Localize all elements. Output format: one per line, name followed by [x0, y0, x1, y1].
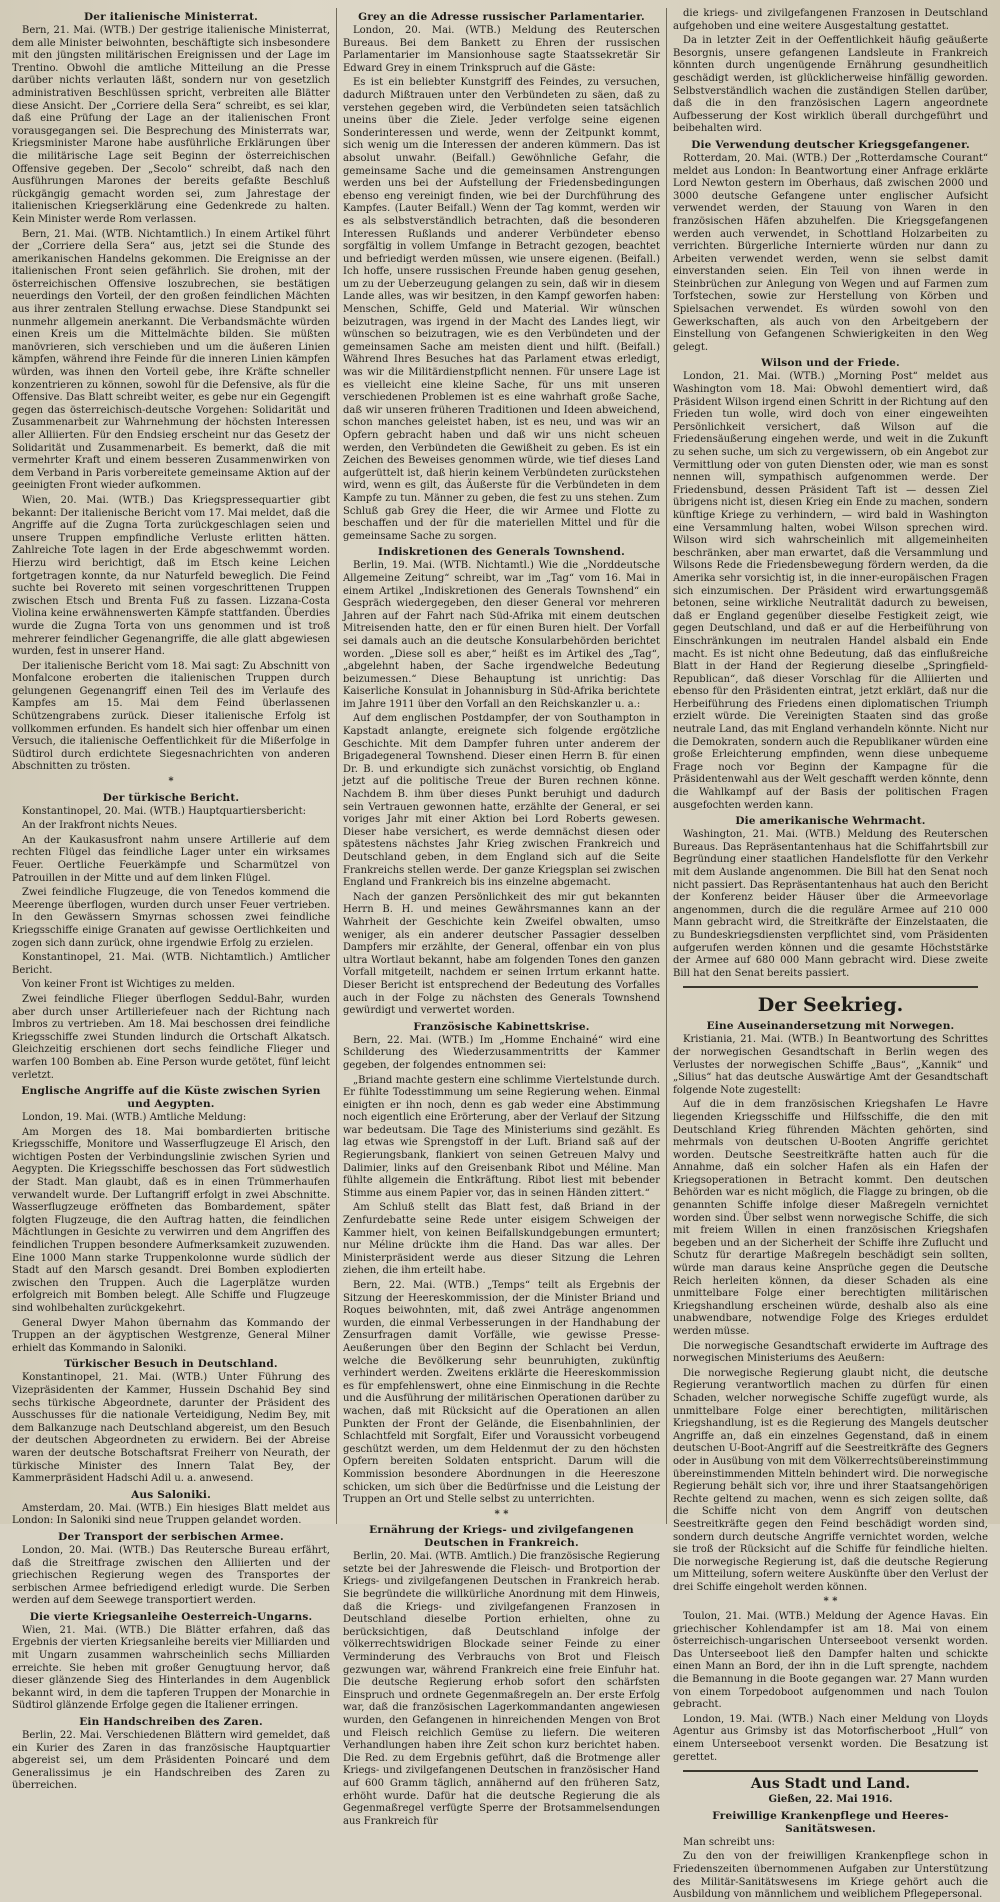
article-paragraph: Kristiania, 21. Mai. (WTB.) In Beantwortung des Schrittes der norwegischen Gesandtschaft in Berlin wegen des Verlustes der norwegischen Schiffe „Baus“, „Kannik“ und „Silius“ hat das deutsche Auswärtige Amt der Gesandtschaft folgende Note zugestellt: [673, 1034, 988, 1096]
article-paragraph: Rotterdam, 20. Mai. (WTB.) Der „Rotterdamsche Courant“ meldet aus London: In Beantwortung einer Anfrage erklärte Lord Newton gestern im Oberhaus, daß zwischen 2000 und 3000 deutsche Gefangene unter englischer Aufsicht verwendet werden, der Stauung von Waren in den französischen Häfen abzuhelfen. Die Kriegsgefangenen werden auch verwendet, in Schottland Holzarbeiten zu verrichten. Bürgerliche Internierte würden nur dann zu Arbeiten verwendet werden, wenn sie selbst damit einverstanden seien. Ein Teil von ihnen werde in Steinbrüchen zur Anlegung von Wegen und auf Farmen zum Torfstechen, sowie zur Herstellung von Körben und Spielsachen verwendet. Es würden sowohl von den Gewerkschaften, als auch von den Arbeitgebern der Einstellung von Gefangenen Schwierigkeiten in den Weg gelegt. [673, 152, 988, 353]
article-paragraph: Nach der ganzen Persönlichkeit des mir gut bekannten Herrn B. H. und meines Gewährsmannes kann an der Wahrheit der Geschichte kein Zweifel obwalten, umso weniger, als ein anderer deutscher Passagier desselben Dampfers mir erzählte, der General, offenbar ein von plus ultra Wortlaut bekannt, habe am folgenden Tones den ganzen Vorfall mitgeteilt, nachdem er seinen Irrtum erkannt hatte. Dieser Bericht ist entsprechend der Bedeutung des Vorfalles auch in der Folge zu nächsten des Generals Townshend gewürdigt und verwertet worden. [343, 891, 660, 1017]
article-headline: Freiwillige Krankenpflege und Heeres-Sanitätswesen. [712, 1809, 949, 1835]
separator-stars: * [168, 776, 174, 788]
column-1 [6, 8, 336, 1792]
article-paragraph: Am Morgen des 18. Mai bombardierten britische Kriegsschiffe, Monitore und Wasserflugzeuge El Arisch, den wichtigen Posten der Verbindungslinie zwischen Syrien und Aegypten. Die Kriegsschiffe beschossen das Fort südwestlich der Stadt. Man glaubt, daß es in einen Trümmerhaufen verwandelt wurde. Der Luftangriff erfolgt in zwei Abschnitte. Wasserflugzeuge eröffneten das Bombardement, später folgten Flugzeuge, die den Auftrag hatten, die feindlichen Mächtlungen in Gesichte zu verwirren und dem Angriffen des feindlichen Truppen besondere Aufmerksamkeit zuzuwenden. Eine 1000 Mann starke Truppenkolonne wurde südlich der Stadt auf den Marsch gesandt. Drei Bomben explodierten zwischen den Truppen. Auch die Lagerplätze wurden erfolgreich mit Bomben belegt. Alle Schiffe und Flugzeuge sind wohlbehalten zurückgekehrt. [12, 1126, 330, 1314]
article-paragraph: Konstantinopel, 21. Mai. (WTB. Nichtamtlich.) Amtlicher Bericht. [12, 952, 330, 976]
separator-stars: * * [823, 1596, 838, 1608]
section-rule [683, 1770, 978, 1772]
article-headline: Die vierte Kriegsanleihe Oesterreich-Ungarns. [29, 1610, 313, 1623]
article-paragraph: Am Schluß stellt das Blatt fest, daß Briand in der Zenfurdebatte seine Rede unter eisigem Schweigen der Kammer hielt, von keinen Beifallskundgebungen ermuntert; nur Méline drückte ihm die Hand. Das war alles. Der Ministerpräsident werde aus dieser Sitzung die Lehren ziehen, die ihm erteilt habe. [343, 1202, 660, 1277]
article-paragraph: Auf die in dem französischen Kriegshafen Le Havre liegenden Kriegsschiffe und Hilfsschiffe, die den mit Deutschland Krieg führenden Mächten gehörten, sind mehrmals von deutschen U-Booten Angriffe gerichtet worden. Deutsche Seestreitkräfte hatten auch für die Annahme, daß ein solcher Hafen als ein Hafen der Kriegsoperationen in Betracht kommt. Den deutschen Behörden war es nicht möglich, die Flagge zu bringen, ob die genannten Schiffe infolge dieser Maßregeln vernichtet worden sind. Über selbst wenn norwegische Schiffe, die sich mit freiem Willen in einen französischen Kriegshafen begeben und an der Sicherheit der Schiffe ihre Zuflucht und Schutz für derartige Maßregeln beschädigt sein sollten, würde man daraus keine Ansprüche gegen die Deutsche Reich herleiten können, da dieser Schaden als eine unmittelbare Folge einer berechtigten militärischen Kriegshandlung erscheinen würde, deshalb also als eine unabwendbare, notwendige Folge des Krieges erduldet werden müsse. [673, 1099, 988, 1337]
article-paragraph: Auf dem englischen Postdampfer, der von Southampton in Kapstadt anlangte, ereignete sich folgende ergötzliche Geschichte. Mit dem Dampfer fuhren unter anderem der Brigadegeneral Townshend. Dieser einen Herrn B. für einen Dr. B. und erkundigte sich zunächst vorsichtig, ob England jetzt auf die politische Treue der Buren rechnen könne. Nachdem B. ihm über dieses Punkt beruhigt und dadurch sein Vertrauen gewonnen hatte, erzählte der General, er sei voriges Jahr mit einer Aktion bei Lord Roberts gewesen. Dieser habe versichert, es werde demnächst diesen oder spätestens nächstes Jahr Krieg zwischen Frankreich und Deutschland geben, in dem England sich auf die Seite Frankreichs stellen werde. Der ganze Kriegsplan sei zwischen England und Frankreich bis ins einzelne abgemacht. [343, 713, 660, 889]
article-paragraph: Bern, 21. Mai. (WTB.) Der gestrige italienische Ministerrat, dem alle Minister beiwohnten, beschäftigte sich insbesondere mit den jüngsten militärischen Ereignissen und der Lage im Trentino. Obwohl die amtliche Mitteilung an die Presse darüber nichts verlauten läßt, sondern nur von gesetzlich administrativen Beschlüssen spricht, verbreiten alle Blätter diese Ansicht. Der „Corriere della Sera“ schreibt, es sei klar, daß eine Prüfung der Lage an der italienischen Front vorausgegangen sei. Die Besprechung des Ministerrats war, Kriegsminister Marone habe ausführliche Erklärungen über die militärische Lage seit Beginn der österreichischen Offensive gegeben. Der „Secolo“ schreibt, daß nach den Ausführungen Marones der bereits gefaßte Beschluß rückgängig gemacht worden sei, zum Jahrestage der italienischen Kriegserklärung eine Gedenkrede zu halten. Kein Minister werde Rom verlassen. [12, 25, 330, 225]
article-headline: Französische Kabinettskrise. [413, 1020, 590, 1033]
column-2 [336, 8, 666, 1827]
article-paragraph: Washington, 21. Mai. (WTB.) Meldung des Reuterschen Bureaus. Das Repräsentantenhaus hat die Schiffahrtsbill zur Begründung einer staatlichen Handelsflotte für den Verkehr mit dem Auslande angenommen. Die Bill hat den Senat noch nicht passiert. Das Repräsentantenhaus hat auch den Bericht der Konferenz beider Häuser über die Armeevorlage angenommen, durch die die reguläre Armee auf 210 000 Mann gebracht wird, die Streitkräfte der Einzelstaaten, die zu Bundeskriegsdiensten verpflichtet sind, vom Präsidenten aufgerufen werden können und die gesamte Höchststärke der Armee auf 680 000 Mann gebracht wird. Diese zweite Bill hat den Senat bereits passiert. [673, 829, 988, 979]
article-headline: Ernährung der Kriegs- und zivilgefangenen Deutschen in Frankreich. [369, 1524, 634, 1550]
article-paragraph: Der italienische Bericht vom 18. Mai sagt: Zu Abschnitt von Monfalcone eroberten die italienischen Truppen durch gelungenen Gegenangriff einen Teil des im Verlaufe des Kampfes am 15. Mai dem Feind überlassenen Schützengrabens zurück. Dieser italienische Erfolg ist vollkommen erfunden. Es handelt sich hier offenbar um einen Versuch, die italienische Oeffentlichkeit für die Mißerfolge in Südtirol durch erdichtete Siegesnachrichten von anderen Abschnitten zu trösten. [12, 660, 330, 773]
article-paragraph: An der Kaukasusfront nahm unsere Artillerie auf dem rechten Flügel das feindliche Lager unter ein wirksames Feuer. Oertliche Feuerkämpfe und Scharmützel von Patrouillen in der Mitte und auf dem linken Flügel. [12, 834, 330, 884]
section-heading: Der Seekrieg. [757, 994, 904, 1017]
article-paragraph: Wien, 21. Mai. (WTB.) Die Blätter erfahren, daß das Ergebnis der vierten Kriegsanleihe bereits vier Milliarden und mit Ungarn zusammen wahrscheinlich sechs Milliarden erreichte. Sie heben mit großer Genugtuung hervor, daß dieser glänzende Sieg des Hinterlandes in dem Augenblick bekannt wird, in dem die tapferen Truppen der Monarchie in Südtirol glänzende Erfolge gegen die Italiener erringen. [12, 1624, 330, 1712]
article-paragraph: General Dwyer Mahon übernahm das Kommando der Truppen an der ägyptischen Westgrenze, General Milner erhielt das Kommando in Saloniki. [12, 1317, 330, 1354]
article-headline: Indiskretionen des Generals Townshend. [378, 546, 625, 559]
article-paragraph: Toulon, 21. Mai. (WTB.) Meldung der Agence Havas. Ein griechischer Kohlendampfer ist am 18. Mai von einem österreichisch-ungarischen Unterseeboot versenkt worden. Das Unterseeboot ließ den Dampfer halten und schickte einen Mann an Bord, der ihn in die Luft sprengte, nachdem die Bemannung in die Boote gegangen war. 27 Mann wurden von einem Torpedoboot aufgenommen und nach Toulon gebracht. [673, 1611, 988, 1711]
article-paragraph: Bern, 21. Mai. (WTB. Nichtamtlich.) In einem Artikel führt der „Corriere della Sera“ aus, jetzt sei die Stunde des amerikanischen Handelns gekommen. Die Ereignisse an der italienischen Front seien gefährlich. Sie drohen, mit der österreichischen Offensive loszubrechen, sie bestätigen neuerdings den Vorteil, der den großen feindlichen Mächten aus ihrer zentralen Stellung erwachse. Diese Standpunkt sei nunmehr allgemein anerkannt. Die Verbandsmächte würden einen Kreis um die Mittelmächte bilden. Sie müßten manövrieren, sich verschieben und um die äußeren Linien kämpfen, während ihre Feinde für die inneren Linien kämpfen würden, was ihnen den Vorteil gebe, ihre Kräfte schneller konzentrieren zu können, sowohl für die Defensive, als für die Offensive. Das Blatt schreibt weiter, es gebe nur ein Gegengift gegen das österreichisch-deutsche Vorgehen: Solidarität und Zusammenarbeit zur Wahrnehmung der höchsten Interessen aller Alliierten. Für den Endsieg erscheint nur das Gesetz der Solidarität und Zusammenarbeit. Es bemerkt, daß die mit vermehrter Kraft und einem besseren Zusammenwirken von dem Verband in Paris vorbereitete gemeinsame Aktion auf der geeinigten Front wieder aufkommen. [12, 228, 330, 492]
article-paragraph: London, 20. Mai. (WTB.) Meldung des Reuterschen Bureaus. Bei dem Bankett zu Ehren der russischen Parlamentarier im Mansionhouse sagte Staatssekretär Sir Edward Grey in einem Trinkspruch auf die Gäste: [343, 25, 660, 74]
article-paragraph: London, 19. Mai. (WTB.) Nach einer Meldung von Lloyds Agentur aus Grimsby ist das Motorfischerboot „Hull“ von einem Unterseeboot versenkt worden. Die Besatzung ist gerettet. [673, 1713, 988, 1763]
article-paragraph: Zu den von der freiwilligen Krankenpflege schon in Friedenszeiten übernommenen Aufgaben zur Unterstützung des Militär-Sanitätswesens im Kriege gehört auch die Ausbildung von männlichem und weiblichem Pflegepersonal. [673, 1851, 988, 1901]
article-paragraph: Amsterdam, 20. Mai. (WTB.) Ein hiesiges Blatt meldet aus London: In Saloniki sind neue Truppen gelandet worden. [12, 1502, 330, 1527]
article-paragraph: Von keiner Front ist Wichtiges zu melden. [22, 979, 235, 991]
article-paragraph: die kriegs- und zivilgefangenen Franzosen in Deutschland aufgehoben und eine weitere Ausgestaltung gestattet. [673, 8, 988, 32]
article-paragraph: Konstantinopel, 20. Mai. (WTB.) Hauptquartiersbericht: [22, 805, 306, 817]
article-headline: Die amerikanische Wehrmacht. [735, 815, 926, 828]
article-paragraph: Berlin, 20. Mai. (WTB. Amtlich.) Die französische Regierung setzte bei der Jahreswende die Fleisch- und Brotportion der Kriegs- und zivilgefangenen Deutschen in Frankreich herab. Sie begründete die willkürliche Anordnung mit dem Hinweis, daß die Kriegs- und zivilgefangenen Franzosen in Deutschland dieselbe Portion erhielten, ohne zu berücksichtigen, daß Deutschland infolge der völkerrechtswidrigen Blockade seiner Feinde zu einer Verminderung des Verbrauchs von Brot und Fleisch gezwungen war, während Frankreich eine freie Einfuhr hat. Die deutsche Regierung erhob sofort den schärfsten Einspruch und ordnete Gegenmaßregeln an. Der erste Erfolg war, daß die französischen Lagerkommandanten angewiesen wurden, den Gefangenen in hinreichenden Mengen von Brot und Fleisch reichlich Gemüse zu liefern. Die weiteren Verhandlungen haben ihre Zeit schon kurz berichtet haben. Die Red. zu dem Ergebnis geführt, daß die Brotmenge aller Kriegs- und zivilgefangenen Deutschen in französischer Hand auf 600 Gramm täglich, annähernd auf den früheren Satz, erhöht wurde. Dafür hat die deutsche Regierung die als Gegenmaßregel verfügte Sperre der Brotsammelsendungen aus Frankreich für [343, 1551, 660, 1827]
article-paragraph: Die norwegische Gesandtschaft erwiderte im Auftrage des norwegischen Ministeriums des Aeußern: [673, 1340, 988, 1365]
article-headline: Grey an die Adresse russischer Parlamentarier. [358, 11, 645, 23]
article-paragraph: Wien, 20. Mai. (WTB.) Das Kriegspressequartier gibt bekannt: Der italienische Bericht vom 17. Mai meldet, daß die Angriffe auf die Zugna Torta zurückgeschlagen seien und unsere Truppen empfindliche Verluste erlitten hätten. Zahlreiche Tote lagen in der Erde abgeschwemmt worden. Hierzu wird berichtigt, daß im Etsch keine Leichen fortgetragen konnte, da nur Naturfeld beweglich. Die Feind suchte bei Rovereto mit seinen vorgeschrittenen Truppen zwischen Etsch und Brenta Fuß zu fassen. Lizzana-Costa Violina keine erwähnenswerten Kämpfe stattfanden. Überdies wurde die Zugna Torta von uns genommen und ist troß mehrerer feindlicher Gegenangriffe, die alle glatt abgewiesen wurden, fest in unserer Hand. [12, 494, 330, 658]
article-paragraph: Zwei feindliche Flugzeuge, die von Tenedos kommend die Meerenge überflogen, wurden durch unser Feuer vertrieben. In den Gewässern Smyrnas schossen zwei feindliche Kriegsschiffe einige Granaten auf gewisse Oertlichkeiten und zogen sich dann zurück, ohne irgendwie Erfolg zu erzielen. [12, 887, 330, 949]
column-container [6, 8, 994, 1901]
article-headline: Türkischer Besuch in Deutschland. [64, 1358, 278, 1371]
article-headline: Der Transport der serbischen Armee. [58, 1530, 284, 1543]
article-headline: Der italienische Ministerrat. [83, 11, 259, 23]
article-paragraph: An der Irakfront nichts Neues. [22, 820, 178, 832]
article-paragraph: Zwei feindliche Flieger überflogen Seddul-Bahr, wurden aber durch unser Artilleriefeuer nach der Richtung nach Imbros zu vertrieben. Am 18. Mai beschossen drei feindliche Kriegsschiffe zwei Stunden lindurch die Ortschaft Alkatsch. Gleichzeitig erschienen dort sechs feindliche Flieger und warfen 100 Bomben ab. Eine Person wurde getötet, fünf leicht verletzt. [12, 993, 330, 1081]
column-3 [666, 8, 994, 1901]
article-paragraph: Bern, 22. Mai. (WTB.) Im „Homme Enchainé“ wird eine Schilderung des Wiederzusammentritts der Kammer gegeben, der folgendes entnommen sei: [343, 1034, 660, 1071]
article-headline: Englische Angriffe auf die Küste zwischen Syrien und Aegypten. [21, 1085, 321, 1111]
article-paragraph: „Briand machte gestern eine schlimme Viertelstunde durch. Er fühlte Todesstimmung um seine Regierung wehen. Einmal einigten er ihn noch, denn es gab weder eine Abstimmung noch eigentlich eine Erörterung, aber der Verlauf der Sitzung war bedeutsam. Die Tage des Ministeriums sind gezählt. Es lag etwas wie Sprengstoff in der Luft. Briand saß auf der Regierungsbank, flankiert von seinen Getreuen Malvy und Dalimier, links auf den Greisenbank Ribot und Méline. Man fühlte allgemein die Entkräftung. Ribot liest mit bebender Stimme aus einem Papier vor, das in seinen Händen zittert.“ [343, 1074, 660, 1199]
article-headline: Ein Handschreiben des Zaren. [79, 1716, 263, 1729]
article-paragraph: Die norwegische Regierung glaubt nicht, die deutsche Regierung verantwortlich machen zu dürfen für einen Schaden, welcher norwegische Schiffe zugefügt wurde, als unmittelbare Folge einer berechtigten, militärischen Kriegshandlung, ist es die Regierung des Mangels deutscher Angriffe an, daß ein einzelnes Gegenstand, daß in einem deutschen U-Boot-Angriff auf die Seestreitkräfte des Gegners oder in Ausübung von mit dem Völkerrechtsübereinstimmung übereinstimmenden Mitteln behindert wird. Die norwegische Regierung behält sich vor, ihre und ihrer Staatsangehörigen Rechte geltend zu machen, wenn es sich zeigen sollte, daß die Schiffe nicht von dem Angriff von deutschen Seestreitkräfte gegen den Feind beschädigt worden sind, sondern durch deutsche Angriffe vernichtet worden, welche sie troß der Rücksicht auf die Schiffe für feindliche hielten. Die norwegische Regierung ist, daß die deutsche Regierung um Mitteilung, sofern weitere Auskünfte über den Verlust der drei Schiffe eingeholt werden können. [673, 1367, 988, 1593]
article-paragraph: Konstantinopel, 21. Mai. (WTB.) Unter Führung des Vizepräsidenten der Kammer, Hussein Dschahid Bey sind sechs türkische Abgeordnete, darunter der Präsident des Ausschusses für die nationale Verteidigung, Nedim Bey, mit dem Balkanzuge nach Deutschland abgereist, um den Besuch der deutschen Abgeordneten zu erwidern. Bei der Abreise waren der deutsche Botschaftsrat Freiherr von Neurath, der türkische Minister des Innern Talat Bey, der Kammerpräsident Hadschi Adil u. a. anwesend. [12, 1372, 330, 1485]
article-headline: Die Verwendung deutscher Kriegsgefangener. [691, 138, 970, 151]
article-headline: Der türkische Bericht. [102, 791, 240, 804]
article-paragraph: Da in letzter Zeit in der Oeffentlichkeit häufig geäußerte Besorgnis, unsere gefangenen Landsleute in Frankreich könnten durch ungenügende Ernährung gesundheitlich geschädigt werden, ist glücklicherweise hinfällig geworden. Selbstverständlich wachen die zuständigen Stellen darüber, daß die in den französischen Lagern angeordnete Aufbesserung der Kost wirklich überall durchgeführt und beibehalten wird. [673, 35, 988, 135]
section-dateline: Gießen, 22. Mai 1916. [768, 1794, 893, 1806]
article-headline: Wilson und der Friede. [761, 357, 900, 370]
article-headline: Eine Auseinandersetzung mit Norwegen. [706, 1020, 955, 1033]
article-paragraph: Es ist ein beliebter Kunstgriff des Feindes, zu versuchen, dadurch Mißtrauen unter den Verbündeten zu säen, daß zu verstehen gegeben wird, die Verbündeten seien tatsächlich uneins über die Ziele. Jeder verfolge seine eigenen Sonderinteressen und werde, wenn der Zeitpunkt kommt, sich wenig um die Interessen der anderen kümmern. Das ist absolut unwahr. (Beifall.) Gewöhnliche Gefahr, die gemeinsame Sache und die gemeinsamen Anstrengungen werden uns bei der Aufstellung der Friedensbedingungen ebenso eng vereinigt finden, wie bei der Durchführung des Kampfes. (Lauter Beifall.) Wenn der Tag kommt, werden wir es als selbstverständlich betrachten, daß die besonderen Interessen Rußlands und anderer Verbündeter ebenso sorgfältig in vollem Umfange in Betracht gezogen, beachtet und befriedigt werden müssen, wie unsere eigenen. (Beifall.) Ich hoffe, unsere russischen Freunde haben genug gesehen, um zu der Ueberzeugung gelangen zu sein, daß wir in diesem Lande alles, was wir besitzen, in den Kampf geworfen haben: Menschen, Schiffe, Geld und Material. Wir wünschen beizutragen, was irgend in der Macht des Landes liegt, wir wünschen so beizutragen, wie es den Verbündeten und der gemeinsamen Sache am meisten dient und hilft. (Beifall.) Während Ihres Besuches hat das Parlament etwas erledigt, was wir die Militärdienstpflicht nennen. Für unsere Lage ist es vielleicht eine kleine Sache, für uns mit unseren verschiedenen Problemen ist es eine wahrhaft große Sache, daß wir unseren früheren Traditionen und Ideen abweichend, schon manches geleistet haben, ist es neu, und was wir an Opfern gebracht haben und daß wir uns nicht scheuen werden, den Verbündeten die Gewißheit zu geben. Es ist ein Zeichen des Beweises genommen würde, wie tief dieses Land aufgerüttelt ist, daß hierin keinem Verbündeten zurückstehen wird, wenn es gilt, das Äußerste für die Verbündeten in dem Kampfe zu tun. Männer zu geben, die fest zu uns stehen. Zum Schluß gab Grey die Heer, die wir Armee und Flotte zu beschaffen und der für die materiellen Mittel und für die gemeinsame Sache zu sorgen. [343, 77, 660, 542]
article-paragraph: Bern, 22. Mai. (WTB.) „Temps“ teilt als Ergebnis der Sitzung der Heereskommission, der die Minister Briand und Roques beiwohnten, mit, daß zwei Anträge angenommen wurden, die einmal Verbesserungen in der Handhabung der Zensurfragen damit Vorfälle, wie gewisse Presse-Aeußerungen über den Beginn der Schlacht bei Verdun, welche die Bevölkerung sehr beunruhigten, zukünftig verhindert werden. Zweitens erklärte die Heereskommission es für empfehlenswert, ohne eine Einmischung in die Rechte und die Ausführung der militärischen Operationen darüber zu wachen, daß mit Rücksicht auf die Operationen an allen Punkten der Front der Gelände, die Eisenbahnlinien, der Schlachtfeld mit Sorgfalt, Eifer und Voraussicht vorbeugend geschützt werden, um dem Heldenmut der zu den höchsten Opfern bereiten Soldaten entspricht. Darum will die Kommission besondere Abordnungen in die Heereszone schicken, um sich über die Bedürfnisse und die Leistung der Truppen an Ort und Stelle selbst zu unterrichten. [343, 1280, 660, 1506]
separator-stars: * * [494, 1508, 509, 1520]
article-paragraph: London, 21. Mai. (WTB.) „Morning Post“ meldet aus Washington vom 18. Mai: Obwohl dementiert wird, daß Präsident Wilson irgend einen Schritt in der Richtung auf den Frieden tun wolle, wird doch von einer eingeweihten Persönlichkeit versichert, daß Wilson auf die Friedensäußerung eingehen werde, und weit in die Zukunft zu sehen suche, um sich zu vergewissern, ob ein Angebot zur Vermittlung oder von guten Diensten oder, wie man es sonst nennen will, sympathisch aufgenommen werde. Der Friedensbund, dessen Präsident Taft ist — dessen Ziel übrigens nicht ist, diesen Krieg ein Ende zu machen, sondern künftige Kriege zu verhindern, — wird bald in Washington eine Versammlung halten, wobei Wilson sprechen wird. Wilson wird sich wahrscheinlich mit allgemeinheiten beschränken, aber man erwartet, daß die Versammlung und Wilsons Rede die Friedensbewegung fördern werden, da die Amerika sehr vorsichtig ist, in die inner-europäischen Fragen sich einzumischen. Der Präsident wird erwartungsgemäß betonen, seine wirkliche Neutralität dadurch zu beweisen, daß er England gegenüber dieselbe Festigkeit zeigt, wie gegen Deutschland, und daß er auf die Herbeiführung von Einschränkungen im neutralen Handel alsbald ein Ende macht. Es ist nicht ohne Bedeutung, daß das einflußreiche Blatt in der Hand der Regierung dieselbe „Springfield-Republican“, daß dieser Vorschlag für die Alliierten und ebenso für den Präsidenten eintrat, jetzt erklärt, daß nur die Herbeiführung des Friedens einen diplomatischen Triumph erzielt würde. Die Vereinigten Staaten sind das große neutrale Land, das mit England verhandeln könnte. Nicht nur die Demokraten, sondern auch die Republikaner würden eine große Erleichterung empfinden, wenn diese unbequeme Frage noch vor Beginn der Kampagne für die Präsidentenwahl aus der Welt geschafft werden könnte, denn die Wahlkampf auf der Basis der politischen Fragen ausgefochten werden kann. [673, 371, 988, 811]
section-rule [683, 986, 978, 988]
article-paragraph: Man schreibt uns: [683, 1836, 775, 1848]
article-paragraph: Berlin, 19. Mai. (WTB. Nichtamtl.) Wie die „Norddeutsche Allgemeine Zeitung“ schreibt, war im „Tag“ vom 16. Mai in einem Artikel „Indiskretionen des Generals Townshend“ ein Gespräch wiedergegeben, den dieser General vor mehreren Jahren auf der Fahrt nach Süd-Afrika mit einem deutschen Mitreisenden hatte, den er für einen Buren hielt. Der Vorfall sei damals auch an die deutsche Konsularbehörden berichtet worden. „Diese soll es aber,“ heißt es im Artikel des „Tag“, „abgelehnt haben, der Sache irgendwelche Bedeutung beizumessen.“ Diese Behauptung ist unrichtig: Das Kaiserliche Konsulat in Johannisburg in Süd-Afrika berichtete im Jahre 1911 über den Vorfall an den Reichskanzler u. a.: [343, 560, 660, 710]
article-paragraph: London, 20. Mai. (WTB.) Das Reutersche Bureau erfährt, daß die Streitfrage zwischen den Alliierten und der griechischen Regierung wegen des Transportes der serbischen Armee befriedigend erledigt wurde. Die Serben werden auf dem Seewege transportiert werden. [12, 1544, 330, 1607]
section-heading: Aus Stadt und Land. [750, 1776, 911, 1793]
article-paragraph: Berlin, 22. Mai. Verschiedenen Blättern wird gemeldet, daß ein Kurier des Zaren in das französische Hauptquartier abgereist sei, um dem Präsidenten Poincaré und dem Generalissimus je ein Handschreiben des Zaren zu überreichen. [12, 1730, 330, 1792]
article-headline: Aus Saloniki. [131, 1488, 211, 1501]
article-paragraph: London, 19. Mai. (WTB.) Amtliche Meldung: [22, 1112, 247, 1124]
